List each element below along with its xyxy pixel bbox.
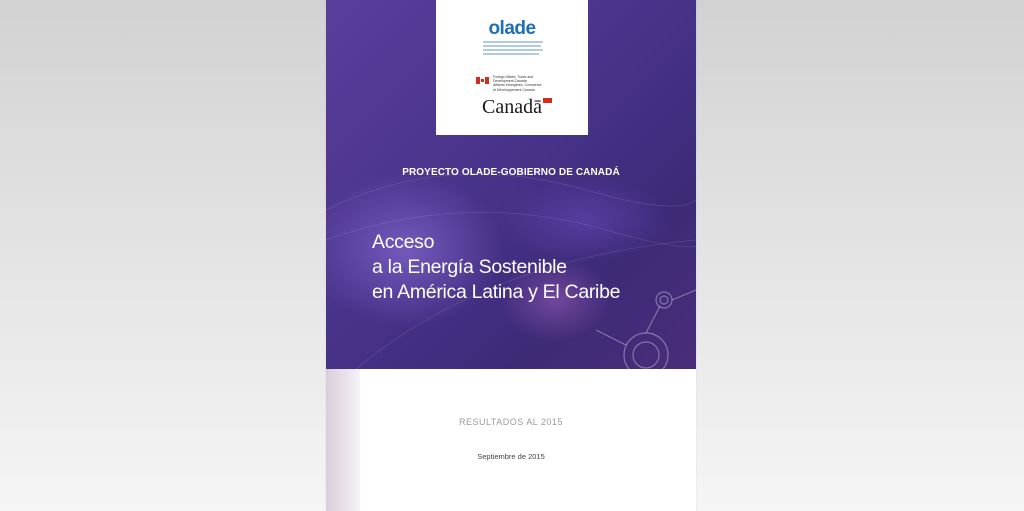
title-line: Acceso [372,231,435,253]
olade-logo: olade [488,18,536,39]
cover-artwork [326,0,696,369]
decorative-side-strip [326,369,360,511]
olade-subtitle [483,41,543,57]
canada-wordmark-flag-icon [543,98,552,103]
sponsor-logo-panel [436,0,588,135]
government-department-text: Foreign Affairs, Trade and Development Canada Affaires étrangères, Commerce et Développement Canada [493,75,542,92]
publication-date: Septiembre de 2015 [477,452,545,461]
title-line: a la Energía Sostenible [372,256,567,278]
project-label: PROYECTO OLADE-GOBIERNO DE CANADÁ [402,167,620,178]
canada-flag-icon [476,77,489,84]
canada-wordmark: Canadā [482,96,542,118]
title-line: en América Latina y El Caribe [372,281,621,303]
document-cover-page [326,0,696,511]
results-label: RESULTADOS AL 2015 [459,417,563,427]
document-title [372,230,682,305]
